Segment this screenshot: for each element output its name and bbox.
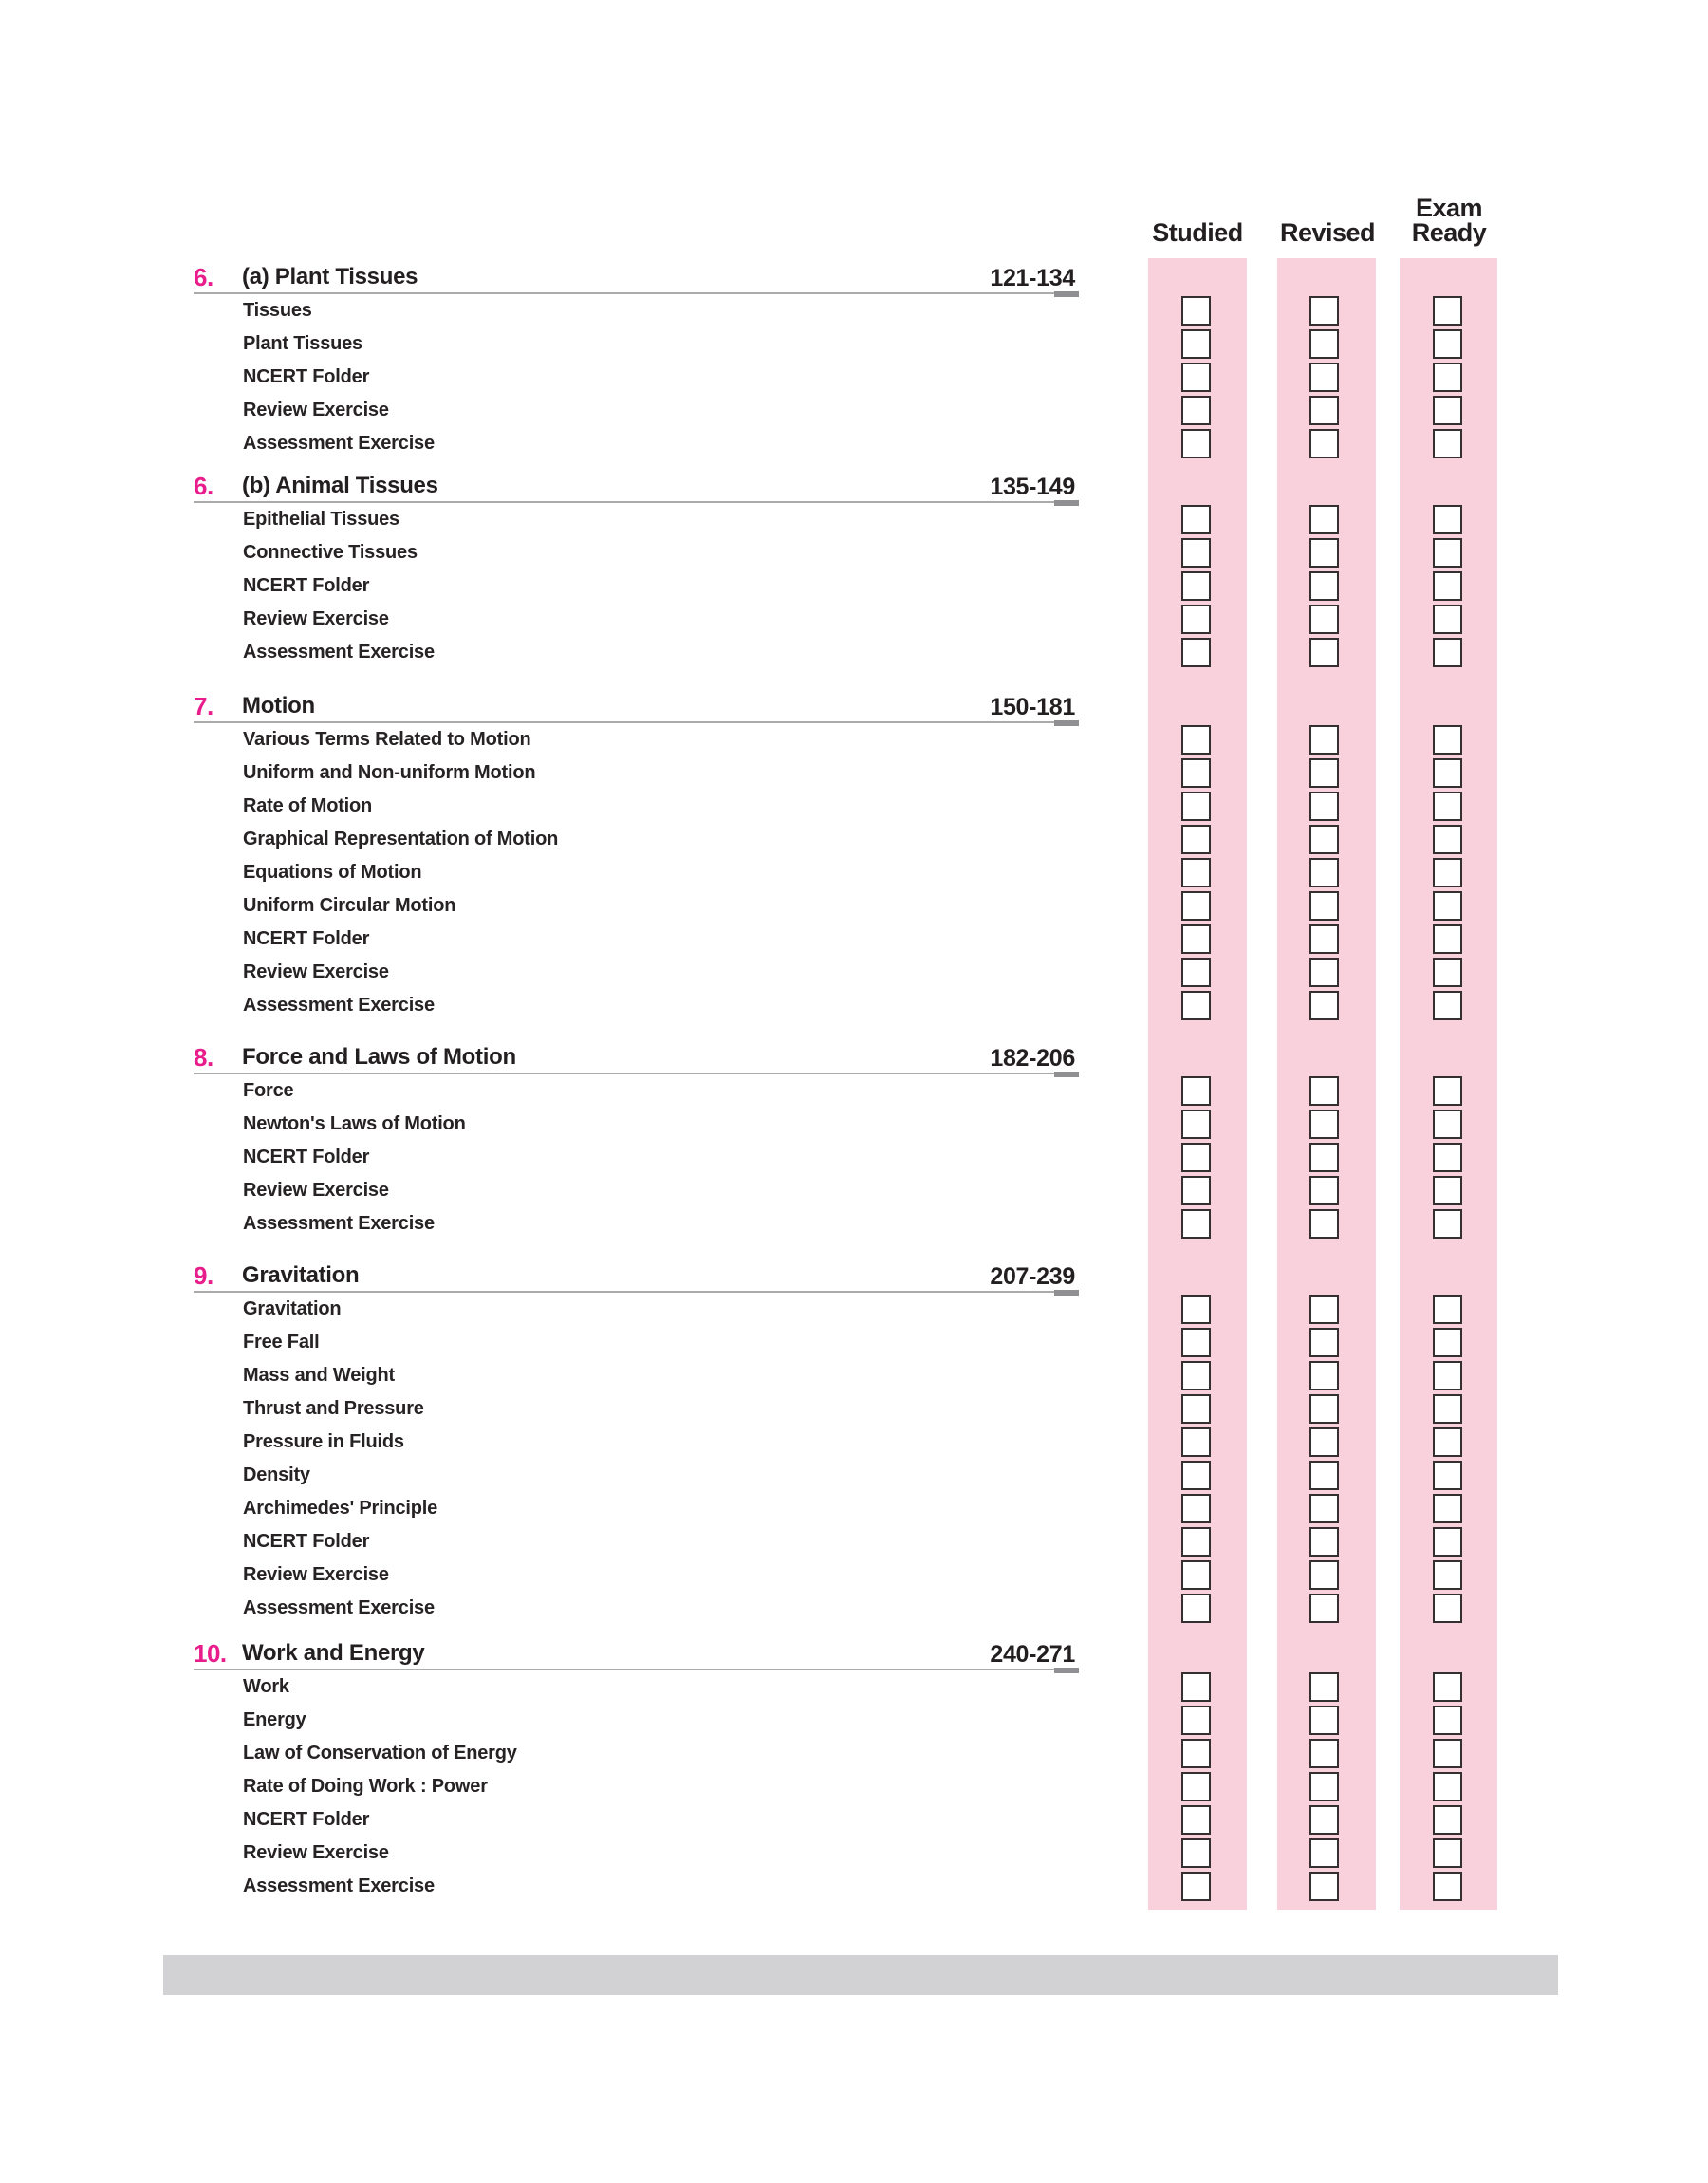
checkbox-revised[interactable] — [1309, 1872, 1339, 1901]
chapter-number: 6. — [194, 472, 214, 500]
chapter-pages: 135-149 — [990, 474, 1075, 500]
checkbox-exam-ready[interactable] — [1433, 1110, 1462, 1139]
chapter-header-row — [0, 1636, 1708, 1670]
checkbox-studied[interactable] — [1181, 538, 1211, 568]
topic-label: Force — [243, 1080, 294, 1101]
checkbox-revised[interactable] — [1309, 1739, 1339, 1768]
checkbox-studied[interactable] — [1181, 1706, 1211, 1735]
checkbox-revised[interactable] — [1309, 329, 1339, 359]
checkbox-exam-ready[interactable] — [1433, 891, 1462, 921]
topic-row — [0, 723, 1708, 756]
checkbox-studied[interactable] — [1181, 1838, 1211, 1868]
chapter-list — [0, 260, 1708, 1903]
checkbox-exam-ready[interactable] — [1433, 1706, 1462, 1735]
topic-list — [0, 1670, 1708, 1903]
checkbox-exam-ready[interactable] — [1433, 1494, 1462, 1523]
topic-label: Tissues — [243, 300, 312, 321]
topic-row — [0, 1174, 1708, 1207]
topic-row — [0, 1108, 1708, 1141]
footer-bar — [163, 1955, 1558, 1995]
checkbox-exam-ready[interactable] — [1433, 958, 1462, 987]
topic-label: Gravitation — [243, 1298, 342, 1319]
checkbox-revised[interactable] — [1309, 638, 1339, 667]
checkbox-exam-ready[interactable] — [1433, 1143, 1462, 1172]
checkbox-exam-ready[interactable] — [1433, 1872, 1462, 1901]
checkbox-exam-ready[interactable] — [1433, 1427, 1462, 1457]
checkbox-studied[interactable] — [1181, 1672, 1211, 1702]
checkbox-studied[interactable] — [1181, 1143, 1211, 1172]
checkbox-exam-ready[interactable] — [1433, 1672, 1462, 1702]
checkbox-studied[interactable] — [1181, 725, 1211, 755]
topic-row — [0, 889, 1708, 923]
chapter-title: Gravitation — [242, 1262, 360, 1288]
checkbox-studied[interactable] — [1181, 1427, 1211, 1457]
chapter-pages: 240-271 — [990, 1641, 1075, 1668]
topic-label: Rate of Motion — [243, 795, 373, 816]
checkbox-studied[interactable] — [1181, 329, 1211, 359]
checkbox-revised[interactable] — [1309, 891, 1339, 921]
topic-row — [0, 1770, 1708, 1803]
checkbox-revised[interactable] — [1309, 1838, 1339, 1868]
checkbox-studied[interactable] — [1181, 1527, 1211, 1557]
topic-row — [0, 1870, 1708, 1903]
chapter-header-row — [0, 1040, 1708, 1074]
chapter-section — [0, 469, 1708, 669]
topic-row — [0, 327, 1708, 361]
topic-label: Plant Tissues — [243, 333, 362, 354]
column-header-revised: Revised — [1279, 218, 1376, 247]
topic-label: Density — [243, 1465, 310, 1485]
checkbox-revised[interactable] — [1309, 605, 1339, 634]
checkbox-studied[interactable] — [1181, 1739, 1211, 1768]
checkbox-exam-ready[interactable] — [1433, 538, 1462, 568]
topic-label: Free Fall — [243, 1332, 320, 1353]
checkbox-revised[interactable] — [1309, 1672, 1339, 1702]
checkbox-studied[interactable] — [1181, 958, 1211, 987]
checkbox-exam-ready[interactable] — [1433, 1838, 1462, 1868]
checkbox-revised[interactable] — [1309, 571, 1339, 601]
topic-label: Various Terms Related to Motion — [243, 729, 531, 750]
status-column-headers — [0, 186, 1708, 249]
checkbox-revised[interactable] — [1309, 792, 1339, 821]
topic-label: Uniform and Non-uniform Motion — [243, 762, 536, 783]
topic-label: Energy — [243, 1709, 306, 1730]
checkbox-revised[interactable] — [1309, 1461, 1339, 1490]
checkbox-revised[interactable] — [1309, 1076, 1339, 1106]
checkbox-exam-ready[interactable] — [1433, 1209, 1462, 1239]
checkbox-studied[interactable] — [1181, 1594, 1211, 1623]
chapter-title: Work and Energy — [242, 1640, 425, 1666]
topic-label: Work — [243, 1676, 289, 1697]
chapter-number: 8. — [194, 1043, 214, 1072]
checkbox-revised[interactable] — [1309, 1110, 1339, 1139]
checkbox-studied[interactable] — [1181, 1394, 1211, 1424]
topic-row — [0, 1737, 1708, 1770]
checkbox-studied[interactable] — [1181, 429, 1211, 458]
checkbox-studied[interactable] — [1181, 1805, 1211, 1835]
topic-row — [0, 1392, 1708, 1426]
checkbox-studied[interactable] — [1181, 1295, 1211, 1324]
topic-label: Review Exercise — [243, 1842, 389, 1863]
checkbox-exam-ready[interactable] — [1433, 758, 1462, 788]
chapter-section — [0, 1040, 1708, 1241]
checkbox-revised[interactable] — [1309, 429, 1339, 458]
chapter-title: (b) Animal Tissues — [242, 473, 438, 498]
checkbox-revised[interactable] — [1309, 1143, 1339, 1172]
topic-row — [0, 1459, 1708, 1492]
chapter-number: 7. — [194, 692, 214, 720]
checkbox-studied[interactable] — [1181, 991, 1211, 1020]
topic-label: NCERT Folder — [243, 1147, 370, 1167]
checkbox-studied[interactable] — [1181, 396, 1211, 425]
checkbox-revised[interactable] — [1309, 1494, 1339, 1523]
topic-label: Newton's Laws of Motion — [243, 1113, 466, 1134]
topic-row — [0, 1492, 1708, 1525]
topic-row — [0, 1803, 1708, 1837]
topic-label: Graphical Representation of Motion — [243, 829, 559, 849]
topic-row — [0, 1525, 1708, 1558]
chapter-pages: 150-181 — [990, 694, 1075, 720]
topic-label: Rate of Doing Work : Power — [243, 1776, 488, 1797]
checkbox-revised[interactable] — [1309, 1361, 1339, 1390]
checkbox-studied[interactable] — [1181, 1328, 1211, 1357]
checkbox-exam-ready[interactable] — [1433, 1560, 1462, 1590]
checkbox-studied[interactable] — [1181, 638, 1211, 667]
topic-row — [0, 361, 1708, 394]
topic-row — [0, 536, 1708, 569]
topic-label: Assessment Exercise — [243, 433, 435, 454]
topic-label: Thrust and Pressure — [243, 1398, 424, 1419]
checkbox-revised[interactable] — [1309, 1594, 1339, 1623]
checkbox-exam-ready[interactable] — [1433, 1461, 1462, 1490]
checkbox-exam-ready[interactable] — [1433, 571, 1462, 601]
topic-row — [0, 569, 1708, 603]
checkbox-studied[interactable] — [1181, 1209, 1211, 1239]
checkbox-studied[interactable] — [1181, 758, 1211, 788]
checkbox-exam-ready[interactable] — [1433, 1805, 1462, 1835]
topic-label: Pressure in Fluids — [243, 1431, 404, 1452]
checkbox-revised[interactable] — [1309, 1394, 1339, 1424]
checkbox-studied[interactable] — [1181, 1494, 1211, 1523]
checkbox-studied[interactable] — [1181, 1872, 1211, 1901]
checkbox-exam-ready[interactable] — [1433, 329, 1462, 359]
topic-label: Connective Tissues — [243, 542, 418, 563]
checkbox-revised[interactable] — [1309, 1706, 1339, 1735]
chapter-title: Motion — [242, 693, 315, 718]
checkbox-studied[interactable] — [1181, 296, 1211, 326]
checkbox-revised[interactable] — [1309, 858, 1339, 887]
topic-row — [0, 1426, 1708, 1459]
checkbox-exam-ready[interactable] — [1433, 858, 1462, 887]
topic-label: Review Exercise — [243, 1180, 389, 1201]
checkbox-studied[interactable] — [1181, 1461, 1211, 1490]
checkbox-revised[interactable] — [1309, 725, 1339, 755]
topic-label: Uniform Circular Motion — [243, 895, 456, 916]
checkbox-studied[interactable] — [1181, 792, 1211, 821]
topic-label: Review Exercise — [243, 1564, 389, 1585]
checkbox-revised[interactable] — [1309, 1295, 1339, 1324]
checkbox-revised[interactable] — [1309, 1328, 1339, 1357]
chapter-pages: 121-134 — [990, 265, 1075, 291]
topic-label: NCERT Folder — [243, 1809, 370, 1830]
chapter-section — [0, 1259, 1708, 1625]
topic-label: NCERT Folder — [243, 1531, 370, 1552]
checkbox-revised[interactable] — [1309, 1772, 1339, 1801]
topic-row — [0, 394, 1708, 427]
checkbox-revised[interactable] — [1309, 505, 1339, 534]
checkbox-revised[interactable] — [1309, 1427, 1339, 1457]
topic-row — [0, 1670, 1708, 1704]
toc-content — [0, 256, 1708, 1917]
topic-label: Review Exercise — [243, 961, 389, 982]
topic-label: Assessment Exercise — [243, 995, 435, 1016]
checkbox-exam-ready[interactable] — [1433, 1594, 1462, 1623]
checkbox-revised[interactable] — [1309, 396, 1339, 425]
checkbox-revised[interactable] — [1309, 924, 1339, 954]
chapter-title: (a) Plant Tissues — [242, 264, 418, 289]
checkbox-exam-ready[interactable] — [1433, 1295, 1462, 1324]
checkbox-revised[interactable] — [1309, 1560, 1339, 1590]
topic-row — [0, 1592, 1708, 1625]
checkbox-studied[interactable] — [1181, 571, 1211, 601]
chapter-header-row — [0, 1259, 1708, 1293]
checkbox-revised[interactable] — [1309, 958, 1339, 987]
checkbox-exam-ready[interactable] — [1433, 1394, 1462, 1424]
topic-label: Mass and Weight — [243, 1365, 395, 1386]
topic-label: Epithelial Tissues — [243, 509, 399, 530]
checkbox-exam-ready[interactable] — [1433, 1076, 1462, 1106]
topic-label: NCERT Folder — [243, 928, 370, 949]
topic-row — [0, 1207, 1708, 1241]
chapter-pages: 182-206 — [990, 1045, 1075, 1072]
column-header-studied: Studied — [1152, 218, 1243, 247]
topic-label: Review Exercise — [243, 400, 389, 420]
checkbox-revised[interactable] — [1309, 758, 1339, 788]
chapter-header-row — [0, 260, 1708, 294]
checkbox-exam-ready[interactable] — [1433, 296, 1462, 326]
topic-row — [0, 1141, 1708, 1174]
topic-label: Assessment Exercise — [243, 642, 435, 662]
checkbox-studied[interactable] — [1181, 891, 1211, 921]
topic-row — [0, 956, 1708, 989]
chapter-header-row — [0, 689, 1708, 723]
topic-row — [0, 1704, 1708, 1737]
topic-label: NCERT Folder — [243, 575, 370, 596]
chapter-number: 6. — [194, 263, 214, 291]
topic-row — [0, 294, 1708, 327]
topic-row — [0, 1558, 1708, 1592]
topic-row — [0, 1359, 1708, 1392]
checkbox-revised[interactable] — [1309, 991, 1339, 1020]
topic-row — [0, 989, 1708, 1022]
checkbox-revised[interactable] — [1309, 363, 1339, 392]
checkbox-studied[interactable] — [1181, 825, 1211, 854]
checkbox-revised[interactable] — [1309, 296, 1339, 326]
checkbox-studied[interactable] — [1181, 363, 1211, 392]
checkbox-exam-ready[interactable] — [1433, 1527, 1462, 1557]
checkbox-exam-ready[interactable] — [1433, 991, 1462, 1020]
chapter-section — [0, 260, 1708, 460]
checkbox-studied[interactable] — [1181, 1560, 1211, 1590]
topic-row — [0, 790, 1708, 823]
topic-list — [0, 503, 1708, 669]
topic-list — [0, 294, 1708, 460]
checkbox-exam-ready[interactable] — [1433, 505, 1462, 534]
checkbox-exam-ready[interactable] — [1433, 1739, 1462, 1768]
topic-label: Equations of Motion — [243, 862, 422, 883]
checkbox-studied[interactable] — [1181, 1110, 1211, 1139]
topic-label: Review Exercise — [243, 608, 389, 629]
checkbox-studied[interactable] — [1181, 858, 1211, 887]
checkbox-exam-ready[interactable] — [1433, 605, 1462, 634]
topic-row — [0, 503, 1708, 536]
topic-label: Law of Conservation of Energy — [243, 1743, 517, 1763]
checkbox-studied[interactable] — [1181, 924, 1211, 954]
topic-row — [0, 1837, 1708, 1870]
topic-label: Assessment Exercise — [243, 1875, 435, 1896]
topic-row — [0, 756, 1708, 790]
checkbox-exam-ready[interactable] — [1433, 429, 1462, 458]
topic-row — [0, 636, 1708, 669]
chapter-pages: 207-239 — [990, 1263, 1075, 1290]
topic-row — [0, 856, 1708, 889]
checkbox-exam-ready[interactable] — [1433, 396, 1462, 425]
chapter-header-row — [0, 469, 1708, 503]
checkbox-exam-ready[interactable] — [1433, 1176, 1462, 1205]
checkbox-revised[interactable] — [1309, 538, 1339, 568]
chapter-section — [0, 689, 1708, 1022]
topic-list — [0, 1074, 1708, 1241]
column-header-exam-ready: Exam Ready — [1411, 194, 1487, 247]
checkbox-studied[interactable] — [1181, 1076, 1211, 1106]
topic-label: Assessment Exercise — [243, 1597, 435, 1618]
topic-row — [0, 1074, 1708, 1108]
chapter-number: 10. — [194, 1639, 227, 1668]
topic-list — [0, 723, 1708, 1022]
chapter-number: 9. — [194, 1261, 214, 1290]
checkbox-exam-ready[interactable] — [1433, 363, 1462, 392]
checkbox-studied[interactable] — [1181, 505, 1211, 534]
checkbox-studied[interactable] — [1181, 1176, 1211, 1205]
checkbox-revised[interactable] — [1309, 1527, 1339, 1557]
checkbox-exam-ready[interactable] — [1433, 1361, 1462, 1390]
topic-row — [0, 427, 1708, 460]
checkbox-exam-ready[interactable] — [1433, 638, 1462, 667]
checkbox-exam-ready[interactable] — [1433, 825, 1462, 854]
topic-row — [0, 923, 1708, 956]
topic-label: NCERT Folder — [243, 366, 370, 387]
topic-list — [0, 1293, 1708, 1625]
checkbox-exam-ready[interactable] — [1433, 1328, 1462, 1357]
checkbox-revised[interactable] — [1309, 1176, 1339, 1205]
checkbox-studied[interactable] — [1181, 1361, 1211, 1390]
checkbox-exam-ready[interactable] — [1433, 792, 1462, 821]
checkbox-exam-ready[interactable] — [1433, 924, 1462, 954]
checkbox-studied[interactable] — [1181, 1772, 1211, 1801]
checkbox-studied[interactable] — [1181, 605, 1211, 634]
checkbox-revised[interactable] — [1309, 825, 1339, 854]
topic-row — [0, 1326, 1708, 1359]
topic-row — [0, 603, 1708, 636]
chapter-section — [0, 1636, 1708, 1903]
chapter-title: Force and Laws of Motion — [242, 1044, 516, 1070]
checkbox-exam-ready[interactable] — [1433, 725, 1462, 755]
topic-label: Assessment Exercise — [243, 1213, 435, 1234]
checkbox-exam-ready[interactable] — [1433, 1772, 1462, 1801]
checkbox-revised[interactable] — [1309, 1805, 1339, 1835]
checkbox-revised[interactable] — [1309, 1209, 1339, 1239]
topic-row — [0, 823, 1708, 856]
topic-row — [0, 1293, 1708, 1326]
topic-label: Archimedes' Principle — [243, 1498, 438, 1519]
